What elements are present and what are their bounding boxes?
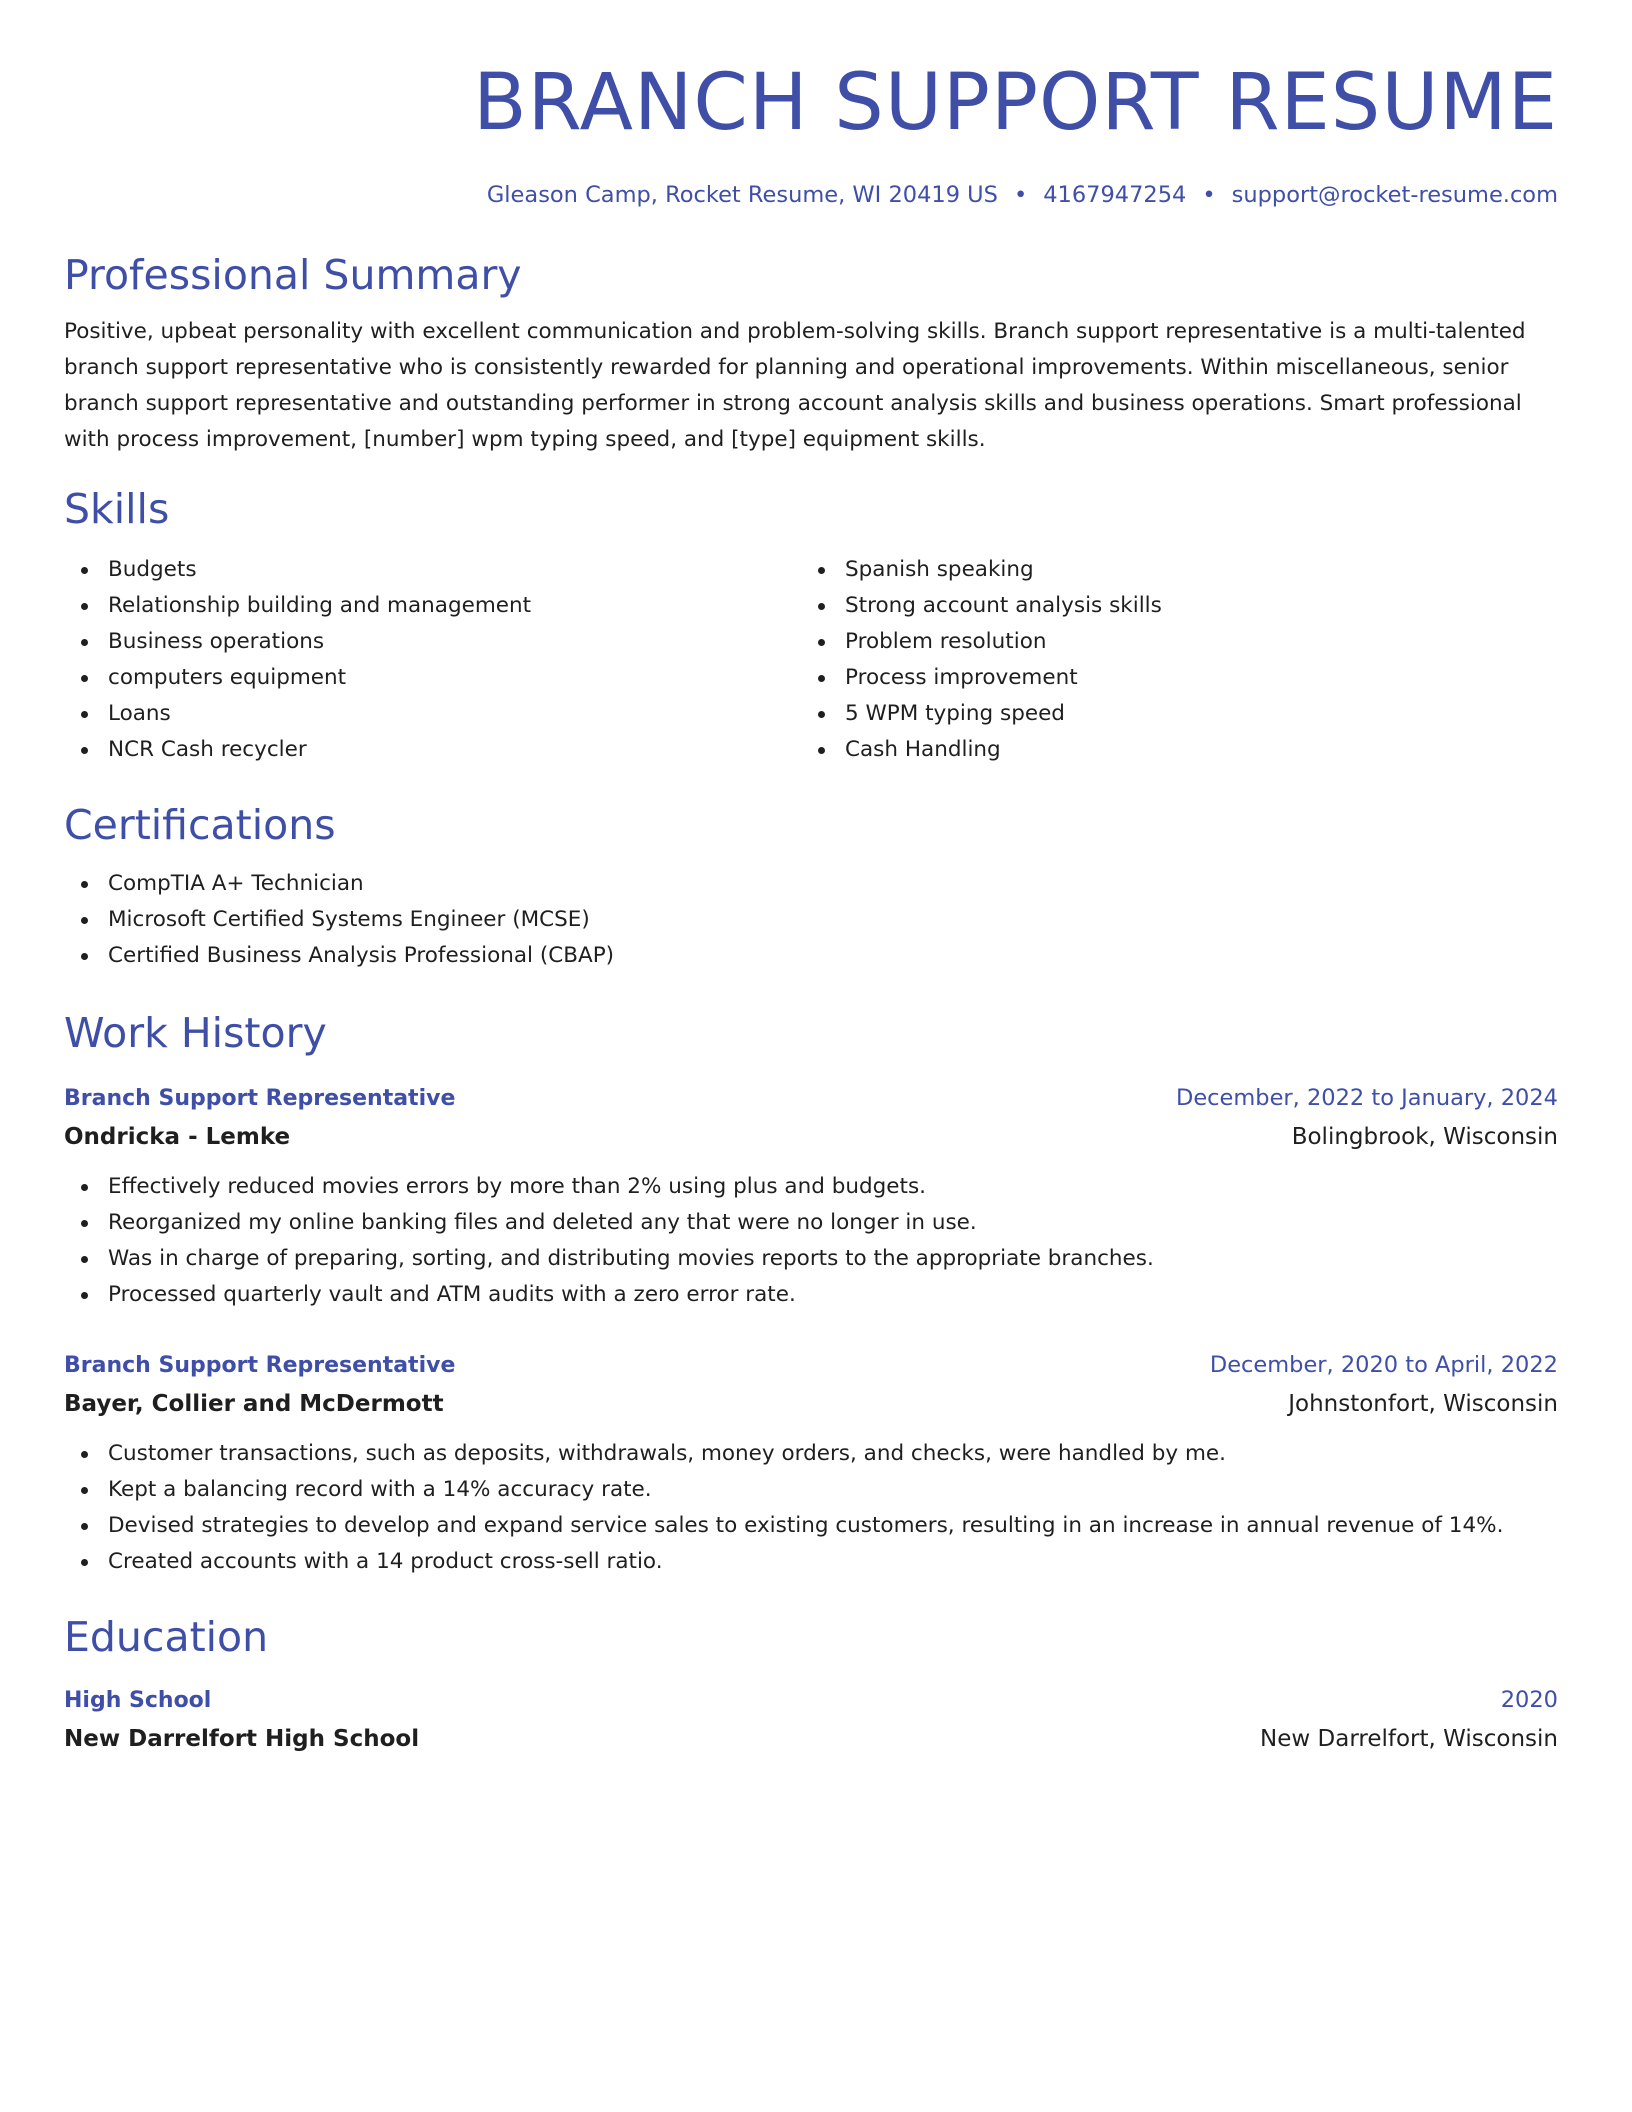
section-heading-education: Education (64, 1613, 269, 1661)
section-heading-summary: Professional Summary (64, 251, 522, 299)
job-bullets (64, 1169, 1558, 1313)
skill-item: NCR Cash recycler (64, 732, 801, 768)
education-degree: High School (64, 1688, 212, 1713)
job-bullets (64, 1436, 1558, 1580)
job-bullet: Customer transactions, such as deposits, withdrawals, money orders, and checks, were handled by me. (64, 1436, 1558, 1472)
skills-columns (64, 552, 1558, 768)
certifications-section (64, 800, 1558, 974)
company-name: Ondricka - Lemke (64, 1124, 291, 1150)
job-entry (64, 1347, 1558, 1580)
skill-item: computers equipment (64, 660, 801, 696)
professional-summary-section (64, 250, 1558, 458)
certification-item: Certified Business Analysis Professional (CBAP) (64, 938, 1558, 974)
job-bullet: Effectively reduced movies errors by more than 2% using plus and budgets. (64, 1169, 1558, 1205)
job-title: Branch Support Representative (64, 1086, 456, 1111)
company-name: Bayer, Collier and McDermott (64, 1391, 444, 1417)
section-heading-certifications: Certifications (64, 801, 336, 849)
education-section (64, 1612, 1558, 1759)
job-entry (64, 1080, 1558, 1313)
resume-page (64, 0, 1558, 1759)
certification-item: Microsoft Certified Systems Engineer (MCSE) (64, 902, 1558, 938)
contact-email: support@rocket-resume.com (1231, 182, 1558, 208)
skills-list-left (64, 552, 801, 768)
job-bullet: Created accounts with a 14 product cross-sell ratio. (64, 1544, 1558, 1580)
job-bullet: Kept a balancing record with a 14% accuracy rate. (64, 1472, 1558, 1508)
contact-separator: • (1013, 182, 1028, 208)
section-heading-work-history: Work History (64, 1009, 327, 1057)
job-dates: December, 2022 to January, 2024 (1176, 1085, 1558, 1111)
resume-title: BRANCH SUPPORT RESUME (473, 58, 1558, 148)
job-bullet: Processed quarterly vault and ATM audits with a zero error rate. (64, 1277, 1558, 1313)
skills-list-right (801, 552, 1538, 768)
education-year: 2020 (1500, 1687, 1558, 1713)
certifications-list (64, 866, 1558, 974)
skill-item: Problem resolution (801, 624, 1538, 660)
contact-address: Gleason Camp, Rocket Resume, WI 20419 US (486, 182, 998, 208)
contact-phone: 4167947254 (1043, 182, 1187, 208)
contact-line (64, 180, 1558, 210)
job-bullet: Devised strategies to develop and expand service sales to existing customers, resulting in an increase in annual revenue of 14%. (64, 1508, 1558, 1544)
skill-item: Business operations (64, 624, 801, 660)
job-title: Branch Support Representative (64, 1353, 456, 1378)
summary-text: Positive, upbeat personality with excellent communication and problem-solving skills. Branch support representative is a multi-talented branch support representative who is consistently rewarded for planning and operational improvements. Within miscellaneous, senior branch support representative and outstanding performer in strong account analysis skills and business operations. Smart professional with process improvement, [number] wpm typing speed, and [type] equipment skills. (64, 319, 1526, 452)
work-history-section (64, 1008, 1558, 1580)
skill-item: 5 WPM typing speed (801, 696, 1538, 732)
skill-item: Budgets (64, 552, 801, 588)
job-dates: December, 2020 to April, 2022 (1209, 1352, 1558, 1378)
job-bullet: Was in charge of preparing, sorting, and distributing movies reports to the appropriate branches. (64, 1241, 1558, 1277)
job-bullet: Reorganized my online banking files and deleted any that were no longer in use. (64, 1205, 1558, 1241)
skill-item: Cash Handling (801, 732, 1538, 768)
contact-separator: • (1202, 182, 1216, 208)
section-heading-skills: Skills (64, 485, 170, 533)
skill-item: Relationship building and management (64, 588, 801, 624)
skill-item: Spanish speaking (801, 552, 1538, 588)
skills-section (64, 484, 1558, 768)
school-name: New Darrelfort High School (64, 1726, 420, 1752)
skill-item: Process improvement (801, 660, 1538, 696)
school-location: New Darrelfort, Wisconsin (1260, 1726, 1558, 1752)
certification-item: CompTIA A+ Technician (64, 866, 1558, 902)
job-location: Johnstonfort, Wisconsin (1288, 1391, 1558, 1417)
education-entry (64, 1682, 1558, 1759)
skill-item: Loans (64, 696, 801, 732)
skill-item: Strong account analysis skills (801, 588, 1538, 624)
job-location: Bolingbrook, Wisconsin (1291, 1124, 1558, 1150)
